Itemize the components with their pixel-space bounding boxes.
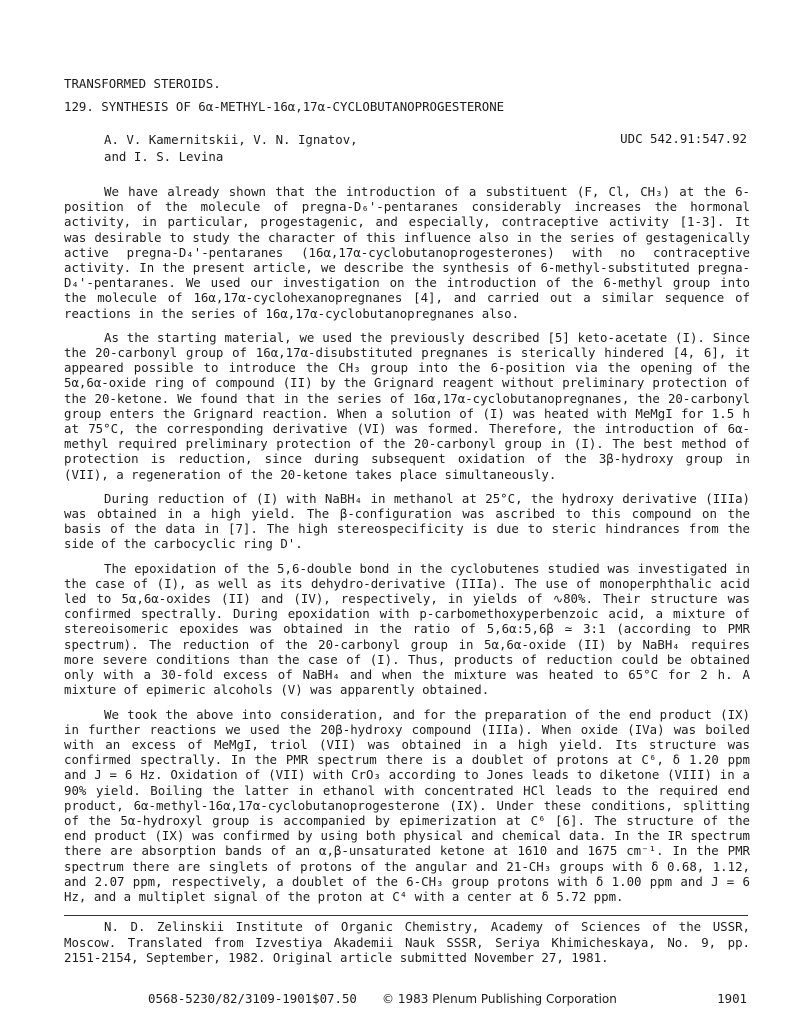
footnote-divider [64, 915, 748, 916]
authors-line-1: A. V. Kamernitskii, V. N. Ignatov, [104, 132, 358, 147]
paragraph-3: During reduction of (I) with NaBH₄ in methanol at 25°C, the hydroxy derivative (IIIa) was obtained in a high yield. The β-configuration was ascribed to this compound on the basis of the data in [7]. The high stereospecificity is due to steric hindrances from the side of the carbocyclic ring D'. [64, 490, 750, 552]
authors-line-2: and I. S. Levina [104, 149, 224, 164]
paragraph-4: The epoxidation of the 5,6-double bond in the cyclobutenes studied was investigated in the case of (I), as well as its dehydro-derivative (IIIa). The use of monoperphthalic acid led to 5α,6α-oxides (II) and (IV), respectively, in yields of ∿80%. Their structure was confirmed spectrally. During epoxidation with p-carbomethoxyperbenzoic acid, a mixture of stereoisomeric epoxides was obtained in the ratio of 5,6α:5,6β ≃ 3:1 (according to PMR spectrum). The reduction of the 20-carbonyl group in 5α,6α-oxide (II) by NaBH₄ requires more severe conditions than the case of (I). Thus, products of reduction could be obtained only with a 30-fold excess of NaBH₄ and when the mixture was heated to 65°C for 2 h. A mixture of epimeric alcohols (V) was apparently obtained. [64, 560, 750, 698]
author-block [104, 131, 358, 165]
affiliation-footnote: N. D. Zelinskii Institute of Organic Chemistry, Academy of Sciences of the USSR, Moscow. Translated from Izvestiya Akademii Nauk SSSR, Seriya Khimicheskaya, No. 9, pp. 2151-2154, September, 1982. Original article submitted November 27, 1981. [64, 919, 750, 966]
udc-code: UDC 542.91:547.92 [620, 131, 747, 146]
article-code: 0568-5230/82/3109-1901$07.50 [148, 991, 357, 1006]
article-body [64, 184, 750, 913]
article-title: 129. SYNTHESIS OF 6α-METHYL-16α,17α-CYCLOBUTANOPROGESTERONE [64, 99, 505, 114]
series-heading: TRANSFORMED STEROIDS. [64, 76, 221, 91]
paragraph-1: We have already shown that the introduction of a substituent (F, Cl, CH₃) at the 6-position of the molecule of pregna-D₆'-pentaranes considerably increases the hormonal activity, in particular, progestagenic, and especially, contraceptive activity [1-3]. It was desirable to study the character of this influence also in the series of gestagenically active pregna-D₄'-pentaranes (16α,17α-cyclobutanoprogesterones) with no contraceptive activity. In the present article, we describe the synthesis of 6-methyl-substituted pregna-D₄'-pentaranes. We used our investigation on the introduction of the 6-methyl group into the molecule of 16α,17α-cyclohexanopregnanes [4], and carried out a similar sequence of reactions in the series of 16α,17α-cyclobutanopregnanes also. [64, 184, 750, 321]
copyright-notice: © 1983 Plenum Publishing Corporation [382, 992, 617, 1006]
paragraph-2: As the starting material, we used the previously described [5] keto-acetate (I). Since the 20-carbonyl group of 16α,17α-disubstituted pregnanes is sterically hindered [4, 6], it appeared possible to introduce the CH₃ group into the 6-position via the opening of the 5α,6α-oxide ring of compound (II) by the Grignard reagent without preliminary protection of the 20-ketone. We found that in the series of 16α,17α-cyclobutanopregnanes, the 20-carbonyl group enters the Grignard reaction. When a solution of (I) was heated with MeMgI for 1.5 h at 75°C, the corresponding derivative (VI) was formed. Therefore, the introduction of 6α-methyl required preliminary protection of the 20-carbonyl group in (I). The best method of protection is reduction, since during subsequent oxidation of the 3β-hydroxy group in (VII), a regeneration of the 20-ketone takes place simultaneously. [64, 329, 750, 482]
paragraph-5: We took the above into consideration, and for the preparation of the end product (IX) in further reactions we used the 20β-hydroxy compound (IIIa). When oxide (IVa) was boiled with an excess of MeMgI, triol (VII) was obtained in a high yield. Its structure was confirmed spectrally. In the PMR spectrum there is a doublet of protons at C⁶, δ 1.20 ppm and J = 6 Hz. Oxidation of (VII) with CrO₃ according to Jones leads to diketone (VIII) in a 90% yield. Boiling the latter in ethanol with concentrated HCl leads to the required end product, 6α-methyl-16α,17α-cyclobutanoprogesterone (IX). Under these conditions, splitting of the 5α-hydroxyl group is accompanied by epimerization at C⁶ [6]. The structure of the end product (IX) was confirmed by using both physical and chemical data. In the IR spectrum there are absorption bands of an α,β-unsaturated ketone at 1610 and 1675 cm⁻¹. In the PMR spectrum there are singlets of protons of the angular and 21-CH₃ groups with δ 0.68, 1.12, and 2.07 ppm, respectively, a doublet of the 6-CH₃ group protons with δ 1.00 ppm and J = 6 Hz, and a multiplet signal of the proton at C⁴ with a center at δ 5.72 ppm. [64, 706, 750, 904]
page-number: 1901 [717, 991, 747, 1006]
